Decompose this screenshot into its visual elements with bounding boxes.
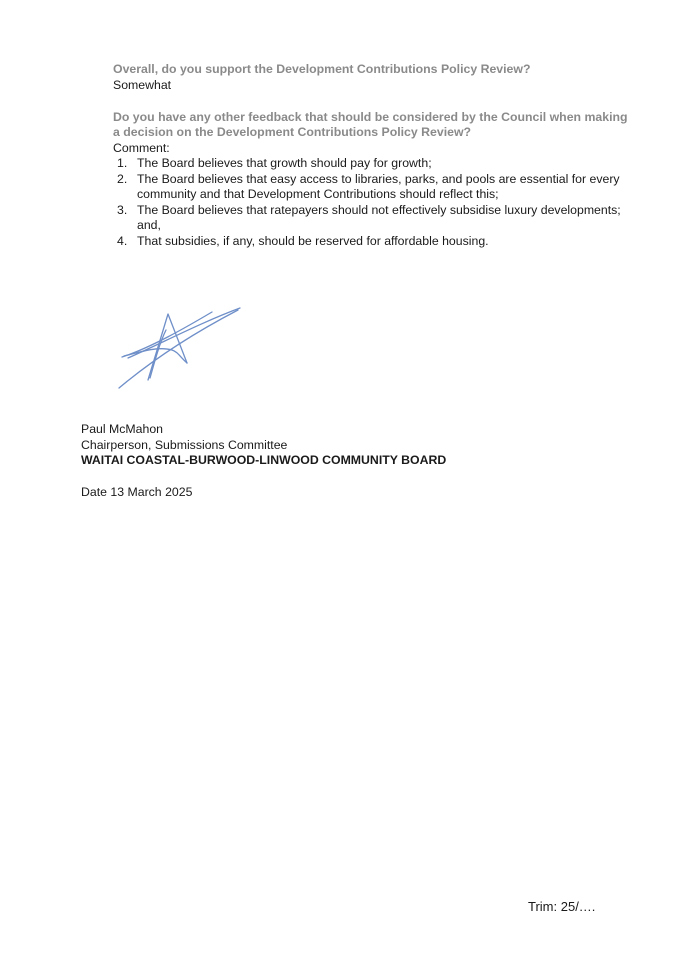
answer-support: Somewhat (113, 78, 172, 92)
question-support: Overall, do you support the Development Contributions Policy Review? (113, 62, 531, 76)
list-item-number: 1. (117, 156, 128, 170)
list-item (117, 233, 627, 250)
list-item-text: The Board believes that growth should pay for growth; (137, 156, 432, 170)
list-item-text: The Board believes that ratepayers should not effectively subsidise luxury developments; and, (137, 202, 621, 232)
list-item-number: 2. (117, 171, 128, 186)
signature-image (110, 300, 250, 395)
list-item-text: That subsidies, if any, should be reserved for affordable housing. (137, 233, 489, 248)
question-feedback-line2: a decision on the Development Contributions Policy Review? (113, 125, 472, 139)
comment-list (113, 156, 627, 249)
trim-reference: Trim: 25/…. (528, 899, 596, 914)
list-item (117, 171, 627, 203)
question-feedback-line1: Do you have any other feedback that should be considered by the Council when making (113, 110, 628, 124)
comment-label: Comment: (113, 141, 170, 155)
list-item-text: The Board believes that easy access to libraries, parks, and pools are essential for every community and that Development Contributions should reflect this; (137, 171, 620, 201)
submission-date: Date 13 March 2025 (81, 485, 193, 499)
list-item-number: 3. (117, 202, 128, 217)
list-item-number: 4. (117, 233, 128, 248)
list-item (117, 202, 627, 234)
list-item (117, 156, 627, 172)
signatory-organisation: WAITAI COASTAL-BURWOOD-LINWOOD COMMUNITY BOARD (81, 453, 447, 467)
signatory-role: Chairperson, Submissions Committee (81, 437, 288, 452)
signatory-block (81, 422, 446, 469)
signatory-name: Paul McMahon (81, 422, 164, 436)
